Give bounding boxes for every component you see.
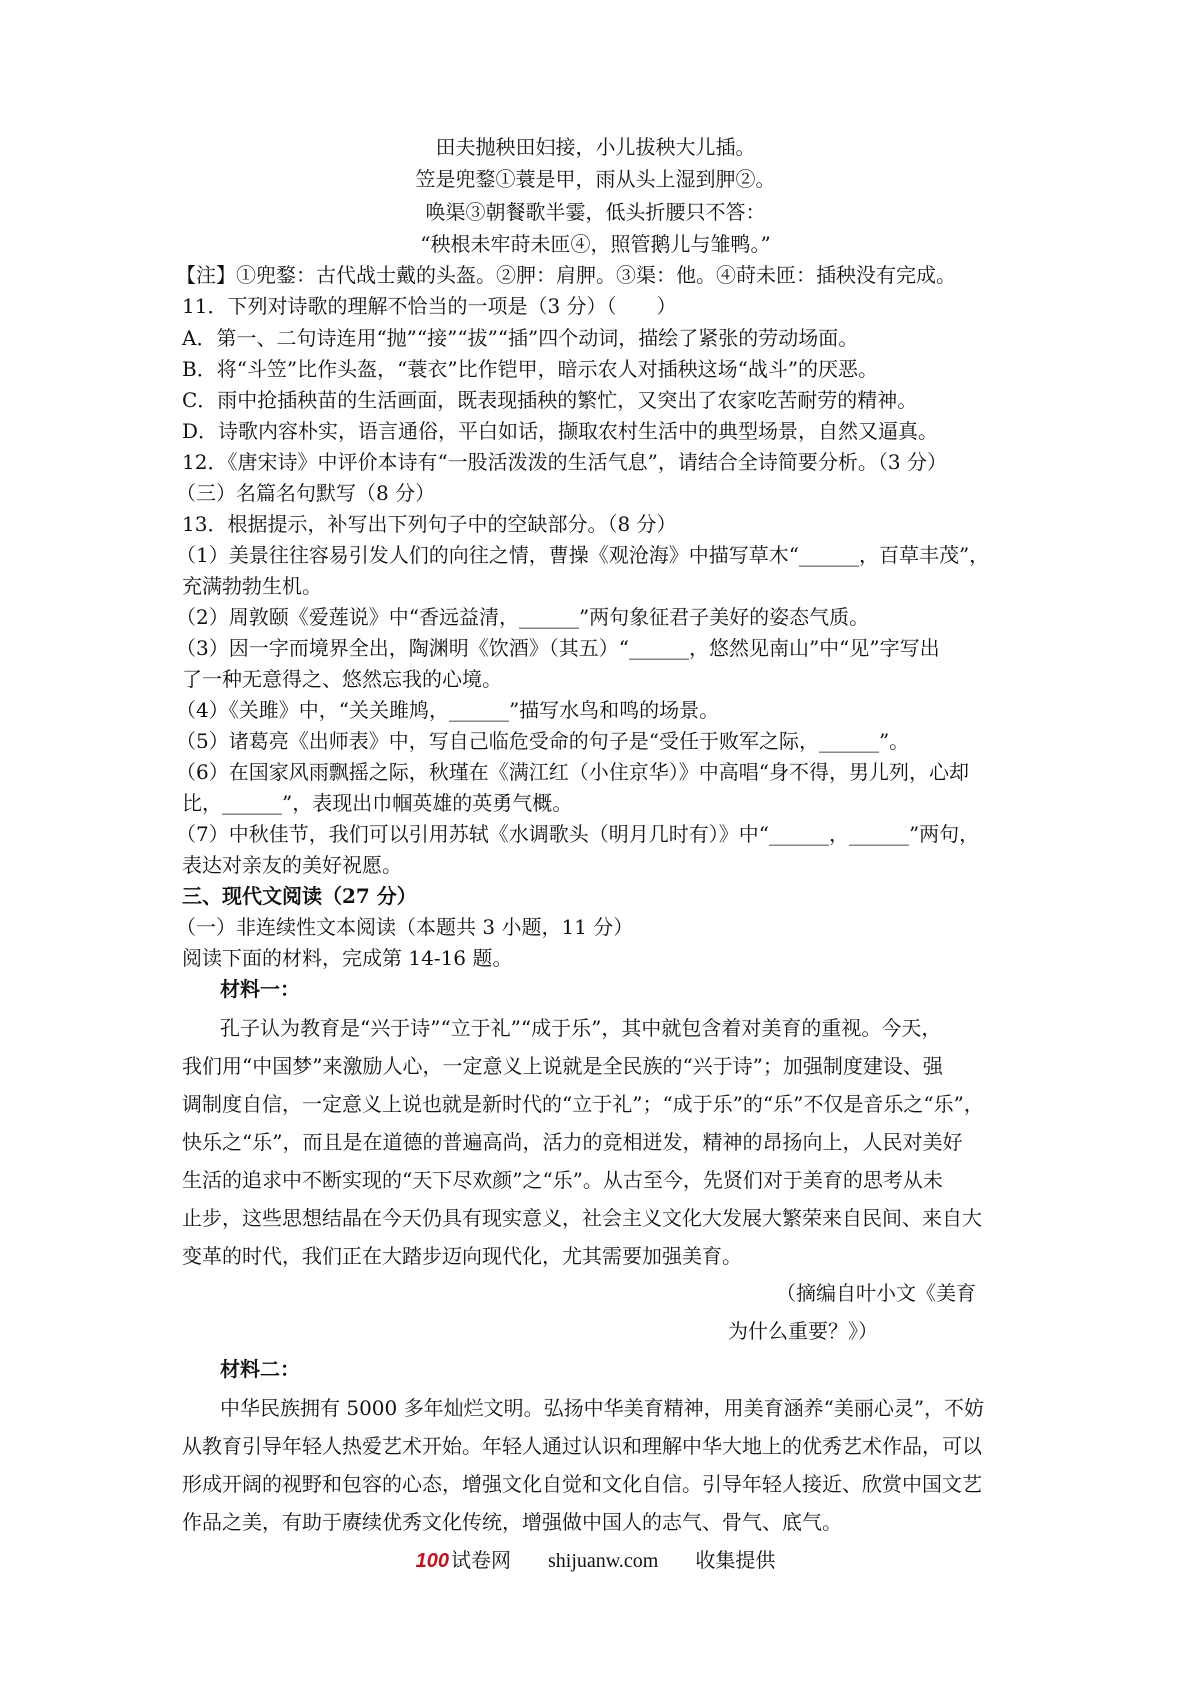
q13-item-2: （2）周敦颐《爱莲说》中“香远益清，______”两句象征君子美好的姿态气质。 bbox=[176, 605, 870, 629]
poem-note: 【注】①兜鍪：古代战士戴的头盔。②胛：肩胛。③渠：他。④莳未匝：插秧没有完成。 bbox=[176, 263, 956, 287]
material-1-line: 变革的时代，我们正在大踏步迈向现代化，尤其需要加强美育。 bbox=[182, 1244, 742, 1268]
poem-line-1: 田夫抛秧田妇接，小儿拔秧大儿插。 bbox=[435, 135, 756, 159]
q13-item-3-cont: 了一种无意得之、悠然忘我的心境。 bbox=[182, 667, 502, 691]
material-2-line: 中华民族拥有 5000 多年灿烂文明。弘扬中华美育精神，用美育涵养“美丽心灵”，不妨 bbox=[220, 1396, 985, 1420]
material-1-line: 调制度自信，一定意义上说也就是新时代的“立于礼”；“成于乐”的“乐”不仅是音乐之“乐”， bbox=[182, 1092, 984, 1116]
q13-item-3: （3）因一字而境界全出，陶渊明《饮酒》（其五）“______，悠然见南山”中“见”字写出 bbox=[176, 636, 940, 660]
material-2-line: 形成开阔的视野和包容的心态，增强文化自觉和文化自信。引导年轻人接近、欣赏中国文艺 bbox=[182, 1472, 982, 1496]
q13-item-5: （5）诸葛亮《出师表》中，写自己临危受命的句子是“受任于败军之际，______”。 bbox=[176, 729, 910, 753]
part3-intro: 阅读下面的材料，完成第 14-16 题。 bbox=[182, 946, 513, 970]
material-1-source-cont: 为什么重要？》） bbox=[728, 1319, 878, 1343]
q13-item-7-cont: 表达对亲友的美好祝愿。 bbox=[182, 853, 402, 877]
material-2-title: 材料二： bbox=[220, 1357, 300, 1381]
section-heading-recitation: （三）名篇名句默写（8 分） bbox=[176, 481, 436, 505]
q11-option-d: D．诗歌内容朴实，语言通俗，平白如话，撷取农村生活中的典型场景，自然又逼真。 bbox=[182, 419, 939, 443]
material-1-line: 快乐之“乐”，而且是在道德的普遍高尚，活力的竞相迸发，精神的昂扬向上，人民对美好 bbox=[182, 1130, 963, 1154]
poem-line-2: 笠是兜鍪①蓑是甲，雨从头上湿到胛②。 bbox=[415, 167, 776, 191]
material-2-line: 作品之美，有助于赓续优秀文化传统，增强做中国人的志气、骨气、底气。 bbox=[182, 1510, 842, 1534]
footer-brand bbox=[416, 1550, 511, 1572]
part3-title: 三、现代文阅读（27 分） bbox=[182, 884, 417, 908]
q11-option-a: A．第一、二句诗连用“抛”“接”“拔”“插”四个动词，描绘了紧张的劳动场面。 bbox=[182, 326, 859, 350]
q13-item-6-cont: 比，______”，表现出巾帼英雄的英勇气概。 bbox=[182, 791, 573, 815]
material-1-title: 材料一： bbox=[220, 977, 300, 1001]
material-1-source: （摘编自叶小文《美育 bbox=[776, 1281, 976, 1305]
part3-subtitle: （一）非连续性文本阅读（本题共 3 小题，11 分） bbox=[176, 915, 634, 939]
q13-item-6: （6）在国家风雨飘摇之际，秋瑾在《满江红（小住京华）》中高唱“身不得，男儿列，心却 bbox=[176, 760, 969, 784]
page-footer bbox=[0, 1544, 1191, 1576]
material-1-line: 生活的追求中不断实现的“天下尽欢颜”之“乐”。从古至今，先贤们对于美育的思考从未 bbox=[182, 1168, 943, 1192]
material-2-line: 从教育引导年轻人热爱艺术开始。年轻人通过认识和理解中华大地上的优秀艺术作品，可以 bbox=[182, 1434, 982, 1458]
q13-item-7: （7）中秋佳节，我们可以引用苏轼《水调歌头（明月几时有）》中“______，______”两句， bbox=[176, 822, 980, 846]
q13-item-1: （1）美景往往容易引发人们的向往之情，曹操《观沧海》中描写草木“______，百草丰茂”， bbox=[176, 543, 990, 567]
q13-stem: 13．根据提示，补写出下列句子中的空缺部分。（8 分） bbox=[182, 512, 677, 536]
footer-site-name: 试卷网 bbox=[451, 1550, 511, 1572]
q13-item-4: （4）《关雎》中，“关关雎鸠，______”描写水鸟和鸣的场景。 bbox=[176, 698, 720, 722]
q13-item-1-cont: 充满勃勃生机。 bbox=[182, 574, 322, 598]
q12: 12．《唐宋诗》中评价本诗有“一股活泼泼的生活气息”，请结合全诗简要分析。（3 分） bbox=[182, 450, 947, 474]
footer-note: 收集提供 bbox=[695, 1550, 776, 1572]
poem-line-3: 唤渠③朝餐歌半霎，低头折腰只不答： bbox=[425, 200, 766, 224]
q11-option-b: B．将“斗笠”比作头盔，“蓑衣”比作铠甲，暗示农人对插秧这场“战斗”的厌恶。 bbox=[182, 357, 879, 381]
q11-stem: 11．下列对诗歌的理解不恰当的一项是（3 分）（ ） bbox=[182, 294, 677, 318]
footer-domain[interactable]: shijuanw.com bbox=[548, 1550, 659, 1572]
site-logo: 100 bbox=[415, 1550, 449, 1572]
material-1-line: 孔子认为教育是“兴于诗”“立于礼”“成于乐”，其中就包含着对美育的重视。今天， bbox=[220, 1016, 942, 1040]
poem-line-4: “秧根未牢莳未匝④，照管鹅儿与雏鸭。” bbox=[420, 232, 771, 256]
q11-option-c: C．雨中抢插秧苗的生活画面，既表现插秧的繁忙，又突出了农家吃苦耐劳的精神。 bbox=[182, 388, 918, 412]
material-1-line: 我们用“中国梦”来激励人心，一定意义上说就是全民族的“兴于诗”；加强制度建设、强 bbox=[182, 1054, 943, 1078]
material-1-line: 止步，这些思想结晶在今天仍具有现实意义，社会主义文化大发展大繁荣来自民间、来自大 bbox=[182, 1206, 982, 1230]
